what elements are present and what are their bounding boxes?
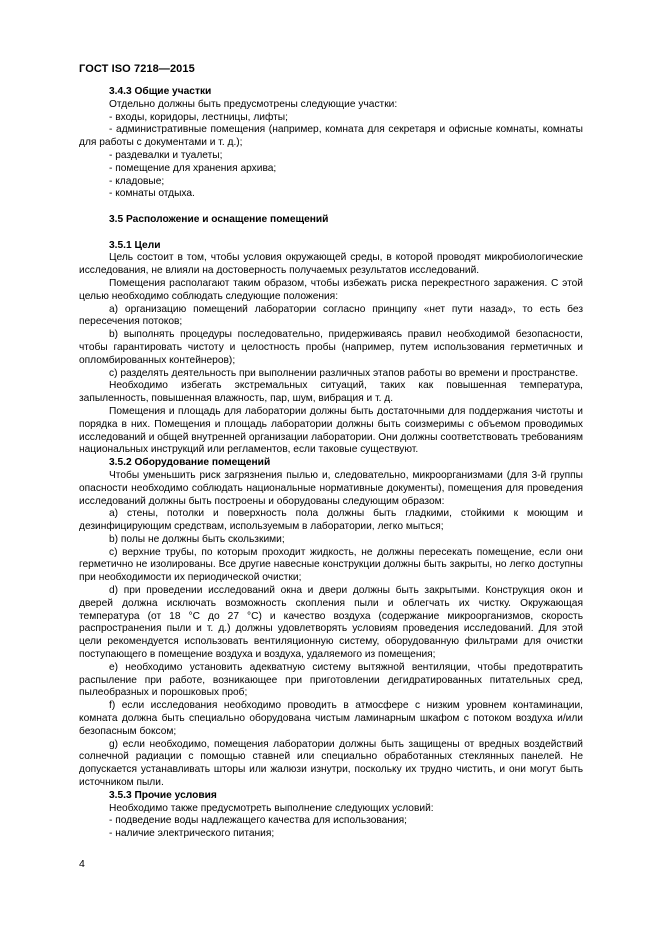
section-heading: 3.5.1 Цели [109,239,161,251]
paragraph: Необходимо также предусмотреть выполнение следующих условий: [109,802,434,814]
section-heading: 3.5.3 Прочие условия [109,789,217,801]
paragraph: f) если исследования необходимо проводить в атмосфере с низким уровнем контаминации, комната должна быть специально оборудована чистым ламинарным шкафом с потоком воздуха и/или безопасным боксом; [79,700,583,737]
paragraph: a) организацию помещений лаборатории согласно принципу «нет пути назад», то есть без пересечения потоков; [79,303,583,328]
paragraph: c) верхние трубы, по которым проходит жидкость, не должны пересекать помещение, если они герметично не изолированы. Все другие навесные конструкции должны быть закрыты, но легко доступны при необходимости их периодической очистки; [79,546,583,584]
paragraph: e) необходимо установить адекватную систему вытяжной вентиляции, чтобы предотвратить распыление при работе, возникающее при приготовлении дегидратированных питательных сред, пылеобразных и порошковых проб; [79,661,583,699]
paragraph: Помещения и площадь для лаборатории должны быть достаточными для поддержания чистоты и порядка в них. Помещения и площадь лаборатории должны быть соизмеримы с объемом проводимых исследований и общей внутренней организации лаборатории. Они должны соответствовать требованиям национальных инструкций или регламентов, если таковые существуют. [79,405,583,456]
paragraph: - помещение для хранения архива; [109,162,277,174]
page-number: 4 [79,858,85,870]
paragraph: - административные помещения (например, комната для секретаря и офисные комнаты, комнаты для работы с документами и т. д.); [79,124,583,149]
paragraph: - комнаты отдыха. [109,188,195,200]
paragraph: - входы, коридоры, лестницы, лифты; [109,111,288,123]
paragraph: Чтобы уменьшить риск загрязнения пылью и, следовательно, микроорганизмами (для 3-й группы опасности необходимо соблюдать национальные нормативные документы), помещения для проведения исследований должны быть построены и оборудованы следующим образом: [79,469,583,507]
section-heading: 3.4.3 Общие участки [109,86,212,97]
paragraph: Цель состоит в том, чтобы условия окружающей среды, в которой проводят микробиологические исследования, не влияли на достоверность получаемых результатов исследований. [79,252,583,277]
paragraph: - подведение воды надлежащего качества для использования; [109,815,407,827]
paragraph: - раздевалки и туалеты; [109,149,223,161]
paragraph: b) выполнять процедуры последовательно, придерживаясь правил необходимой безопасности, чтобы гарантировать чистоту и целостность пробы (например, путем использования герметичных и опломбированных контейнеров); [79,329,583,366]
section-heading: 3.5 Расположение и оснащение помещений [109,213,329,225]
paragraph: - наличие электрического питания; [109,828,275,840]
paragraph: Необходимо избегать экстремальных ситуаций, таких как повышенная температура, запыленность, повышенная влажность, пар, шум, вибрация и т. д. [79,380,583,405]
paragraph: d) при проведении исследований окна и двери должны быть закрытыми. Конструкция окон и дверей должна исключать возможность скопления пыли и облегчать их чистку. Окружающая температура (от 18 °С до 27 °С) и качество воздуха (содержание микроорганизмов, скорость распространения пыли и т. д.) должны удовлетворять условиям проведения исследований. Для этой цели рекомендуется использовать вентиляционную систему, оборудованную фильтрами для очистки поступающего в помещение воздуха и воздуха, удаляемого из помещения; [79,585,583,661]
document-body [79,86,583,841]
paragraph: a) стены, потолки и поверхность пола должны быть гладкими, стойкими к моющим и дезинфицирующим средствам, используемым в лаборатории, легко мыться; [79,508,583,533]
paragraph: g) если необходимо, помещения лаборатории должны быть защищены от вредных воздействий солнечной радиации с помощью ставней или специально обработанных стеклянных панелей. Не допускается устанавливать шторы или жалюзи изнутри, поскольку их трудно чистить, и они могут быть источником пыли. [79,738,583,789]
paragraph: b) полы не должны быть скользкими; [109,533,285,545]
document-header: ГОСТ ISO 7218—2015 [79,63,195,75]
paragraph: Помещения располагают таким образом, чтобы избежать риска перекрестного заражения. С этой целью необходимо соблюдать следующие положения: [79,277,583,302]
paragraph: - кладовые; [109,175,165,187]
section-heading: 3.5.2 Оборудование помещений [109,457,271,469]
paragraph: c) разделять деятельность при выполнении различных этапов работы во времени и пространстве. [109,367,579,379]
paragraph: Отдельно должны быть предусмотрены следующие участки: [109,98,398,110]
